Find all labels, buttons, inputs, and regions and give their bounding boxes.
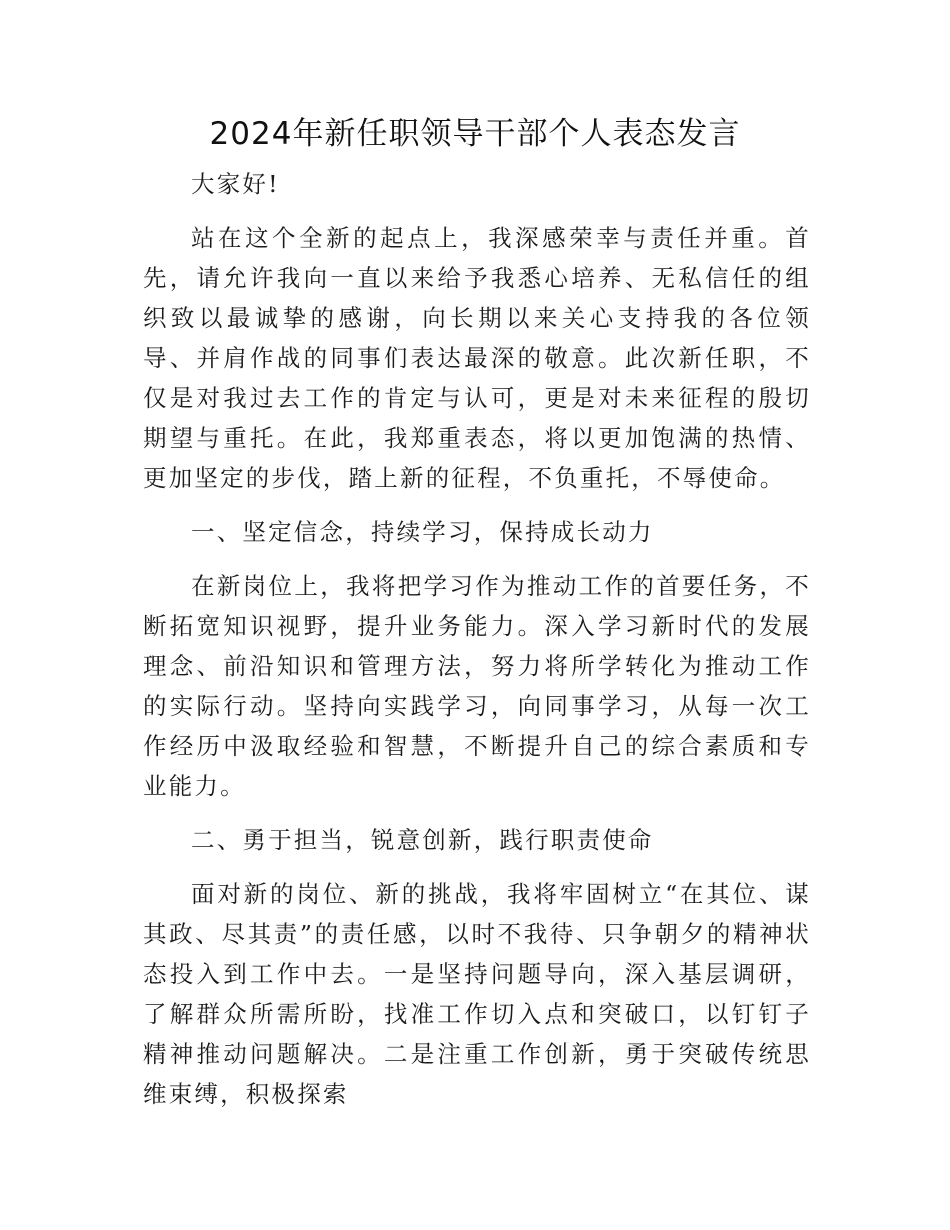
paragraph-section-1: 在新岗位上，我将把学习作为推动工作的首要任务，不断拓宽知识视野，提升业务能力。深入学习新时代的发展理念、前沿知识和管理方法，努力将所学转化为推动工作的实际行动。坚持向实践学习，向同事学习，从每一次工作经历中汲取经验和智慧，不断提升自己的综合素质和专业能力。 [143,572,811,800]
section-heading-2: 二、勇于担当，锐意创新，践行职责使命 [191,826,654,854]
paragraph-intro: 站在这个全新的起点上，我深感荣幸与责任并重。首先，请允许我向一直以来给予我悉心培养、无私信任的组织致以最诚挚的感谢，向长期以来关心支持我的各位领导、并肩作战的同事们表达最深的敬意。此次新任职，不仅是对我过去工作的肯定与认可，更是对未来征程的殷切期望与重托。在此，我郑重表态，将以更加饱满的热情、更加坚定的步伐，踏上新的征程，不负重托，不辱使命。 [143,224,811,492]
section-heading-1: 一、坚定信念，持续学习，保持成长动力 [191,518,654,546]
document-body [143,150,811,1114]
document-title: 2024年新任职领导干部个人表态发言 [209,116,741,152]
greeting: 大家好! [191,170,280,198]
paragraph-section-2: 面对新的岗位、新的挑战，我将牢固树立“在其位、谋其政、尽其责”的责任感，以时不我待、只争朝夕的精神状态投入到工作中去。一是坚持问题导向，深入基层调研，了解群众所需所盼，找准工作切入点和突破口，以钉钉子精神推动问题解决。二是注重工作创新，勇于突破传统思维束缚，积极探索 [143,880,811,1108]
